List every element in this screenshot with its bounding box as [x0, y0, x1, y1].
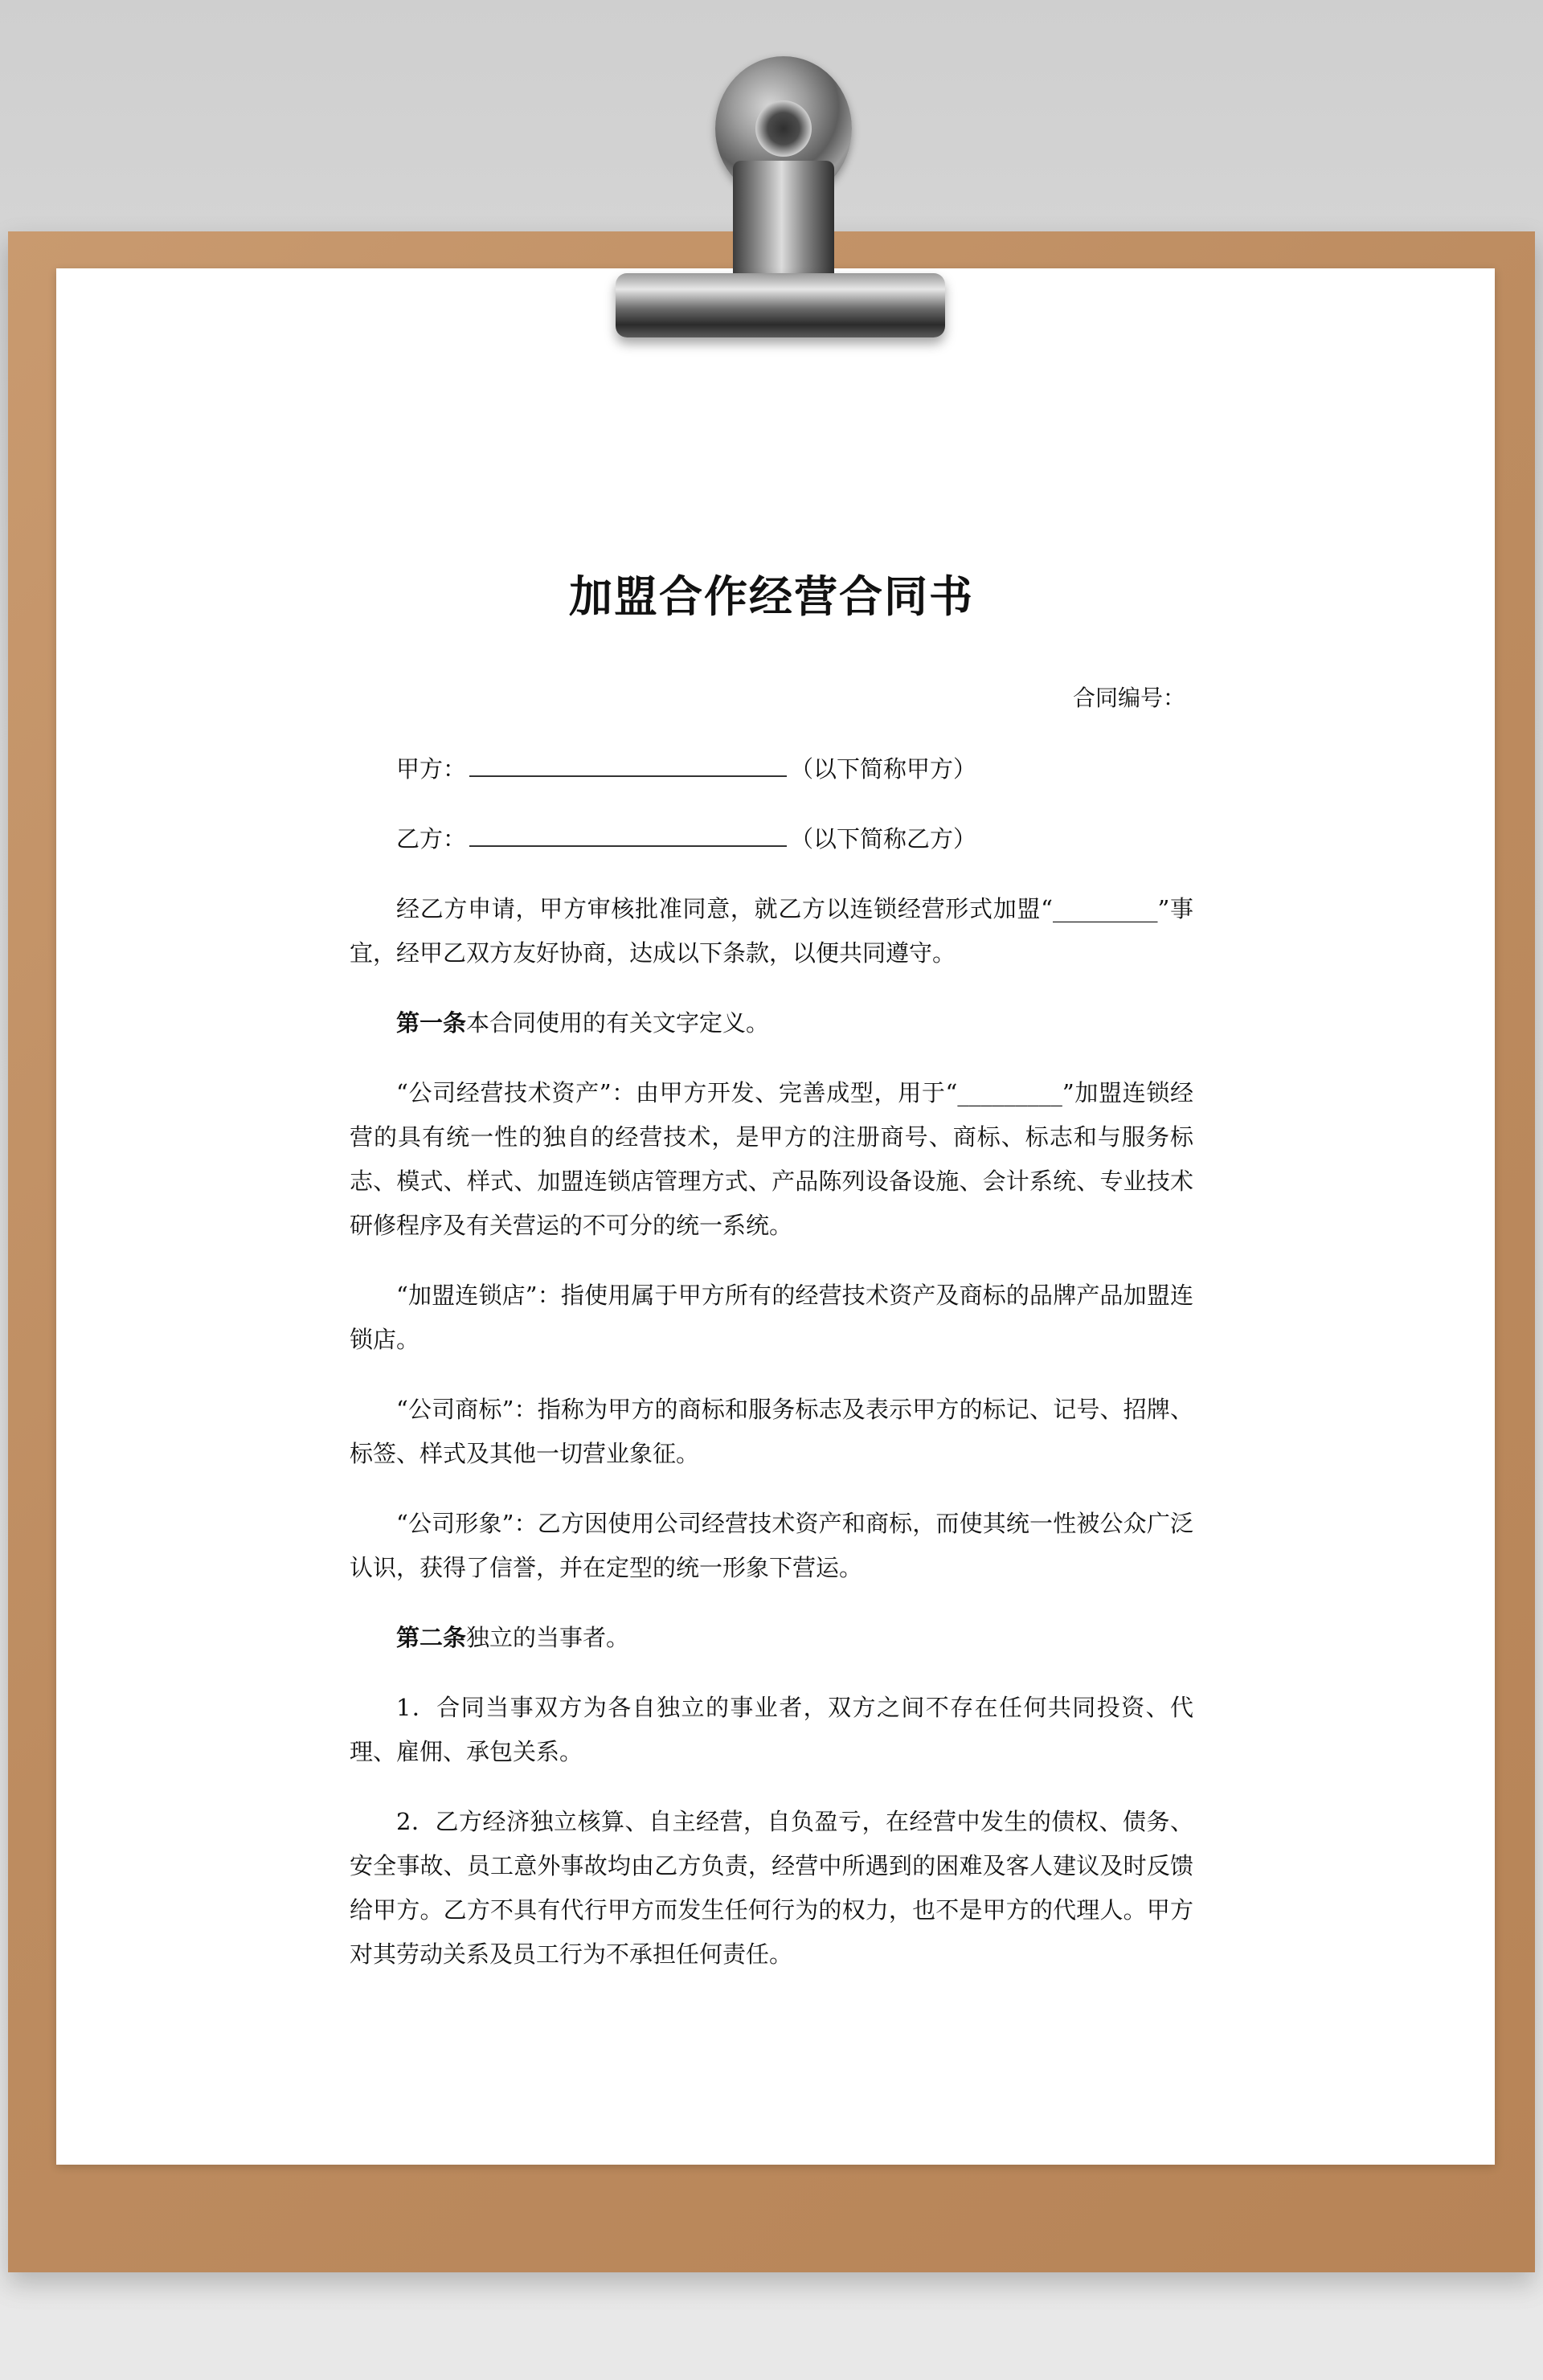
definition-1: “公司经营技术资产”：由甲方开发、完善成型，用于“_________”加盟连锁经营的具有统一性的独自的经营技术，是甲方的注册商号、商标、标志和与服务标志、模式、样式、加盟连锁店管理方式、产品陈列设备设施、会计系统、专业技术研修程序及有关营运的不可分的统一系统。	[350, 1079, 1193, 1239]
clause-2: 2．乙方经济独立核算、自主经营，自负盈亏，在经营中发生的债权、债务、安全事故、员工意外事故均由乙方负责，经营中所遇到的困难及客人建议及时反馈给甲方。乙方不具有代行甲方而发生任何行为的权力，也不是甲方的代理人。甲方对其劳动关系及员工行为不承担任何责任。	[350, 1808, 1193, 1968]
contract-number-label: 合同编号：	[1072, 685, 1185, 711]
party-b-suffix: （以下简称乙方）	[790, 825, 977, 853]
party-a-line	[350, 747, 1193, 791]
party-a-suffix: （以下简称甲方）	[790, 755, 977, 783]
article-2	[350, 1616, 1193, 1660]
clause-1: 1．合同当事双方为各自独立的事业者，双方之间不存在任何共同投资、代理、雇佣、承包关系。	[350, 1694, 1193, 1765]
intro-paragraph: 经乙方申请，甲方审核批准同意，就乙方以连锁经营形式加盟“_________”事宜，经甲乙双方友好协商，达成以下条款，以便共同遵守。	[350, 895, 1193, 967]
party-b-line	[350, 817, 1193, 861]
article-1-label: 第一条	[396, 1009, 467, 1037]
definition-3: “公司商标”：指称为甲方的商标和服务标志及表示甲方的标记、记号、招牌、标签、样式及其他一切营业象征。	[350, 1396, 1193, 1467]
party-b-blank	[469, 823, 787, 847]
contract-title: 加盟合作经营合同书	[569, 571, 974, 622]
article-2-label: 第二条	[396, 1624, 467, 1651]
article-1-text: 本合同使用的有关文字定义。	[466, 1009, 770, 1037]
article-2-text: 独立的当事者。	[466, 1624, 630, 1651]
party-b-label: 乙方：	[396, 825, 467, 853]
party-a-label: 甲方：	[396, 755, 467, 783]
article-1	[350, 1001, 1193, 1045]
party-a-blank	[469, 753, 787, 777]
contract-body	[350, 747, 1193, 2002]
definition-4: “公司形象”：乙方因使用公司经营技术资产和商标，而使其统一性被公众广泛认识，获得了信誉，并在定型的统一形象下营运。	[350, 1510, 1193, 1581]
definition-2: “加盟连锁店”：指使用属于甲方所有的经营技术资产及商标的品牌产品加盟连锁店。	[350, 1282, 1193, 1353]
binder-clip-icon	[611, 48, 948, 354]
